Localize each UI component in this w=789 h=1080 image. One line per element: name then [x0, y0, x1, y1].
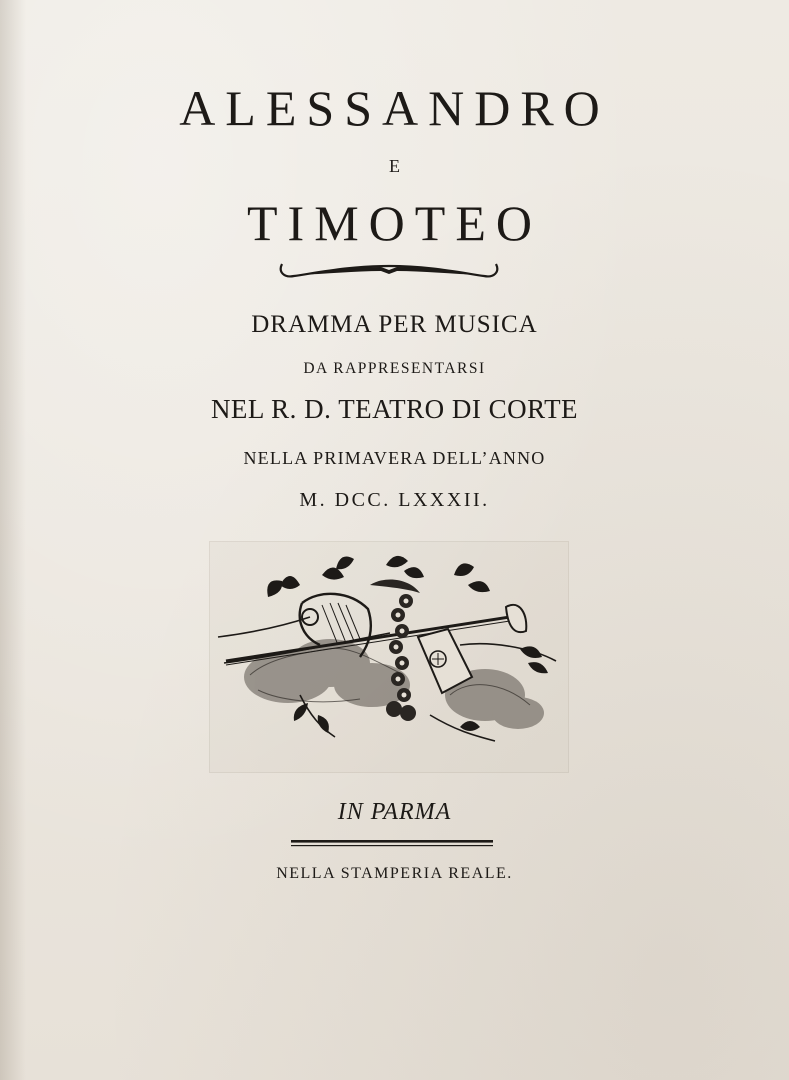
year-line: M. DCC. LXXXII.	[299, 489, 490, 511]
title-line-3: TIMOTEO	[247, 195, 542, 251]
venue-line: NEL R. D. TEATRO DI CORTE	[210, 394, 579, 424]
performance-line: DA RAPPRESENTARSI	[303, 360, 486, 377]
genre-line: DRAMMA PER MUSICA	[251, 311, 538, 338]
title-line-1: ALESSANDRO	[179, 80, 610, 136]
engraved-vignette-icon	[210, 545, 566, 745]
title-line-2: E	[389, 156, 400, 176]
curved-flourish-ornament-icon	[276, 258, 502, 286]
season-line: NELLA PRIMAVERA DELL’ANNO	[243, 448, 546, 468]
imprint-printer: NELLA STAMPERIA REALE.	[276, 865, 513, 882]
imprint-place: IN PARMA	[337, 799, 452, 825]
double-rule-divider-icon	[291, 840, 493, 848]
